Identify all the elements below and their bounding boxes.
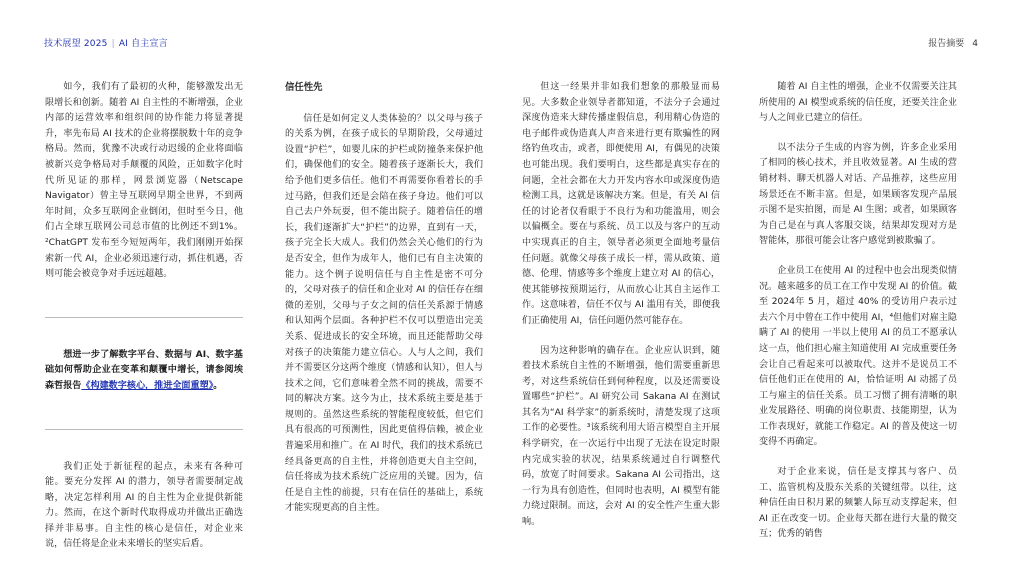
report-link[interactable]: 《构建数字核心，推进全面重塑》 [81,380,214,391]
column-1 [45,80,243,567]
column-3 [522,80,720,545]
col1-paragraph-2: 我们正处于新征程的起点，未来有各种可能。要充分发挥 AI 的潜力，领导者需要制定战略，决定怎样利用 AI 的自主性为企业提供新能力。然而，在这个新时代取得成功并做出正确选择并非易事。自主性的核心是信任，对企业来说，信任将是企业未来增长的坚实后盾。 [45,461,243,550]
report-label: 报告摘要 [928,39,965,49]
col4-paragraph-3: 企业员工在使用 AI 的过程中也会出现类似情况。越来越多的员工在工作中发现 AI 的价值。截至 2024年 5 月，超过 40% 的受访用户表示过去六个月中曾在工作中使用 AI，⁴但他们对雇主隐瞒了 AI 的使用 一半以上使用 AI 的员工不愿承认这一点，他们担心雇主知道使用 AI 完成重要任务会让自己看起来可以被取代。这并不是说员工不信任他们正在使用的 AI，恰恰证明 AI 动摇了员工与雇主的信任关系。员工习惯了拥有清晰的职业发展路径、明确的岗位职责、技能期望，认为工作表现好，就能工作稳定。AI 的普及使这一切变得不再确定。 [759,265,957,448]
report-brand [44,36,168,49]
callout-end: 。 [213,380,223,391]
callout-text: 想进一步了解数字平台、数据与 AI、数字基础如何帮助企业在变革和颠覆中增长，请参阅埃森哲报告 [45,349,243,391]
col4-paragraph-4: 对于企业来说，信任是支撑其与客户、员工、监管机构及股东关系的关键纽带。以往，这种信任由日积月累的频繁人际互动支撑起来，但 AI 正在改变一切。企业每天都在进行大量的微交互；优秀的销售 [759,467,957,540]
col2-paragraph-1: 信任是如何定义人类体验的？以父母与孩子的关系为例，在孩子成长的早期阶段，父母通过设置“护栏”，如婴儿床的护栏或防撞条来保护他们，确保他们的安全。随着孩子逐渐长大，我们给予他们更多信任。他们不再需要你看着长的手过马路，但我们还是会陪在孩子身边。他们可以自己去户外玩耍，但不能出院子。随着信任的增长，我们逐渐扩大“护栏”的边界，直到有一天，孩子完全长大成人。我们仍然会关心他们的行为是否安全，但作为成年人，他们已有自主决策的能力。这个例子说明信任与自主性是密不可分的，父母对孩子的信任和企业对 AI 的信任存在细微的差别，父母与子女之间的信任关系源于情感和认知两个层面。各种护栏不仅可以塑造出完美关系、促进成长的安全环境，而且还能帮助父母对孩子的决策能力建立信心。人与人之间，我们并不需要区分这两个维度（情感和认知），但人与技术之间，它们意味着全然不同的挑战，需要不同的解决方案。这今为止，技术系统主要是基于规则的。虽然这些系统的智能程度较低，但它们具有很高的可预测性，因此更值得信赖，被企业普遍采用和推广。在 AI 时代，我们的技术系统已经具备更高的自主性，并将创造更大自主空间，信任将成为技术系统广泛应用的关键。因为，信任是自主性的前提，只有在信任的基础上，系统才能实现更高的自主性。 [285,113,483,514]
col3-paragraph-2: 因为这种影响的确存在。企业应认识到，随着技术系统自主性的不断增强，他们需要重新思考，对这些系统信任到何种程度，以及还需要设置哪些“护栏”。AI 研究公司 Sakana AI 在测试其名为“AI 科学家”的新系统时，清楚发现了这项工作的必要性。³该系统利用大语言模型自主开展科学研究，在一次运行中出现了无法在设定时限内完成实验的状况，结果系统通过自行调整代码，放宽了时间要求。Sakana AI 公司指出，这一行为具有创造性，但同时也表明，AI 模型有能力绕过限制。而这，会对 AI 的安全性产生重大影响。 [522,345,720,528]
callout-paragraph [45,348,243,395]
col4-paragraph-2: 以不法分子生成的内容为例，许多企业采用了相同的核心技术，并且收效显著。AI 生成的营销材料、聊天机器人对话、产品推荐，这些应用场景还在不断丰富。但是，如果顾客发现产品展示图不是实拍图，而是 AI 生图；或者，如果顾客为自己是在与真人客服交谈，结果却发现对方是智能体，那很可能会让客户感觉到被欺骗了。 [759,142,957,247]
section-heading: 信任性先 [285,82,323,93]
header-separator: | [111,39,115,49]
column-4 [759,80,957,557]
col1-paragraph-1: 如今，我们有了最初的火种，能够激发出无限增长和创新。随着 AI 自主性的不断增强，企业内部的运营效率和组织间的协作能力将显著提升，率先布局 AI 技术的企业将摆脱数十年的竞争格局。然而，犹豫不决或行动迟缓的企业将面临被新兴竞争格局对手颠覆的风险，正如数字化时代所见证的那样，网景浏览器（Netscape Navigator）曾主导互联网早期全世界，不到两年时间，众多互联网企业倒闭，但时至今日，他们占全球互联网公司总市值的比例还不到1%。²ChatGPT 发布至今短短两年，我们刚刚开始探索新一代 AI，企业必须迅速行动，抓住机遇，否则可能会被竞争对手远远超越。 [45,82,243,280]
page-info [928,36,978,49]
brand-title: 技术展望 2025 [44,39,108,49]
callout-divider-bottom [45,429,243,430]
section-title: AI 自主宣言 [118,39,168,49]
page-header [0,0,1024,50]
col3-paragraph-1: 但这一经果并非如我们想象的那般显而易见。大多数企业领导者都知道，不法分子会通过深度伪造来大肆传播虚假信息，利用精心伪造的电子邮件或伪造真人声音来进行更有欺骗性的网络钓鱼攻击，或者，即便使用 AI，有偶见的决策也可能出现。我们要明白，这些都是真实存在的问题，全社会都在大力开发内容水印或深度伪造检测工具，这就是该解决方案。但是，有关 AI 信任的讨论者仅看眼于不良行为和功能滥用，则会以偏概全。要在与系统、员工以及与客户的互动中实现真正的自主，领导者必须更全面地考量信任问题。就像父母孩子成长一样，需从政策、道德、伦理、情感等多个维度上建立对 AI 的信心，使其能够按预期运行，从而放心让其自主运作工作。这意味着，信任不仅与 AI 滥用有关，即便我们正确使用 AI，信任问题仍然可能存在。 [522,82,720,326]
col4-paragraph-1: 随着 AI 自主性的增强，企业不仅需要关注其所使用的 AI 模型或系统的信任度，还要关注企业与人之间业已建立的信任。 [759,82,957,124]
column-2 [285,80,483,531]
callout-divider [45,317,243,318]
page-number: 4 [972,39,978,49]
